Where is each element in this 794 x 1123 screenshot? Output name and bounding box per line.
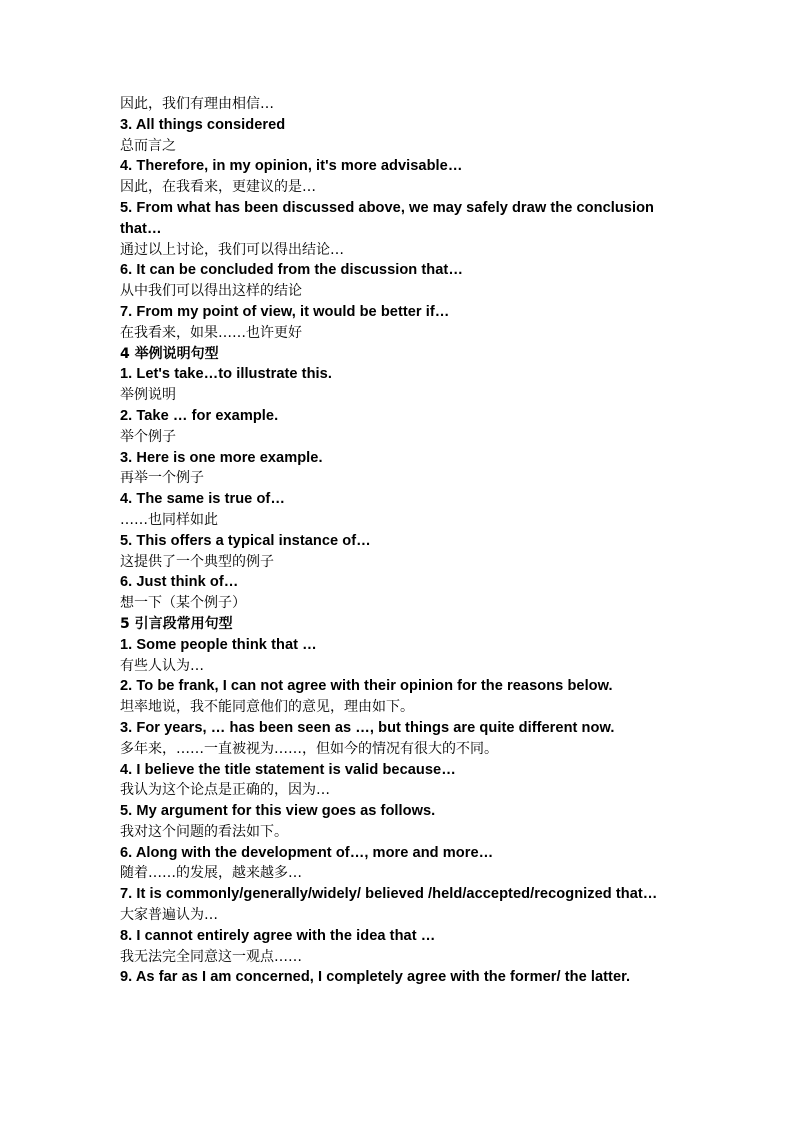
english-phrase: 3. All things considered: [120, 116, 286, 133]
english-phrase: 1. Let's take…to illustrate this.: [120, 366, 332, 383]
chinese-translation: 总而言之: [120, 137, 176, 154]
chinese-translation: 随着……的发展，越来越多…: [120, 865, 302, 882]
chinese-translation: 多年来，……一直被视为……，但如今的情况有很大的不同。: [120, 740, 498, 757]
document-page: [120, 94, 760, 988]
english-phrase: 6. It can be concluded from the discussion that…: [120, 262, 463, 279]
english-phrase: 2. Take … for example.: [120, 407, 279, 424]
chinese-translation: 因此，我们有理由相信…: [120, 96, 274, 112]
english-phrase: 9. As far as I am concerned, I completely agree with the former/ the latter.: [120, 969, 631, 986]
chinese-translation: 想一下（某个例子）: [120, 595, 246, 612]
english-phrase: 7. From my point of view, it would be better if…: [120, 303, 450, 320]
english-phrase: 5. My argument for this view goes as follows.: [120, 803, 436, 820]
section-heading: 4 举例说明句型: [120, 345, 219, 362]
english-phrase: 4. I believe the title statement is valid because…: [120, 761, 456, 778]
english-phrase: 6. Along with the development of…, more and more…: [120, 844, 494, 861]
chinese-translation: 我无法完全同意这一观点……: [120, 948, 302, 965]
chinese-translation: 再举一个例子: [120, 470, 204, 487]
chinese-translation: 坦率地说，我不能同意他们的意见，理由如下。: [120, 699, 414, 716]
chinese-translation: 大家普遍认为…: [120, 907, 218, 924]
english-phrase: 3. Here is one more example.: [120, 449, 323, 466]
chinese-translation: 因此，在我看来，更建议的是…: [120, 179, 316, 196]
english-phrase: 7. It is commonly/generally/widely/ believed /held/accepted/recognized that…: [120, 886, 658, 903]
english-phrase: 5. From what has been discussed above, we may safely draw the conclusion that…: [120, 199, 655, 237]
chinese-translation: 有些人认为…: [120, 657, 204, 674]
chinese-translation: 这提供了一个典型的例子: [120, 553, 274, 570]
chinese-translation: 从中我们可以得出这样的结论: [120, 283, 302, 300]
english-phrase: 6. Just think of…: [120, 574, 239, 591]
english-phrase: 4. Therefore, in my opinion, it's more advisable…: [120, 158, 463, 175]
english-phrase: 5. This offers a typical instance of…: [120, 532, 371, 549]
english-phrase: 4. The same is true of…: [120, 491, 285, 508]
chinese-translation: 我认为这个论点是正确的，因为…: [120, 782, 330, 799]
chinese-translation: 我对这个问题的看法如下。: [120, 823, 288, 840]
english-phrase: 8. I cannot entirely agree with the idea that …: [120, 927, 436, 944]
english-phrase: 1. Some people think that …: [120, 636, 317, 653]
chinese-translation: 举例说明: [120, 387, 176, 404]
english-phrase: 3. For years, … has been seen as …, but things are quite different now.: [120, 719, 615, 736]
chinese-translation: 举个例子: [120, 428, 176, 445]
chinese-translation: ……也同样如此: [120, 511, 218, 528]
english-phrase: 2. To be frank, I can not agree with their opinion for the reasons below.: [120, 678, 613, 695]
section-heading: 5 引言段常用句型: [120, 615, 233, 632]
chinese-translation: 在我看来，如果……也许更好: [120, 324, 302, 341]
chinese-translation: 通过以上讨论，我们可以得出结论…: [120, 241, 344, 258]
